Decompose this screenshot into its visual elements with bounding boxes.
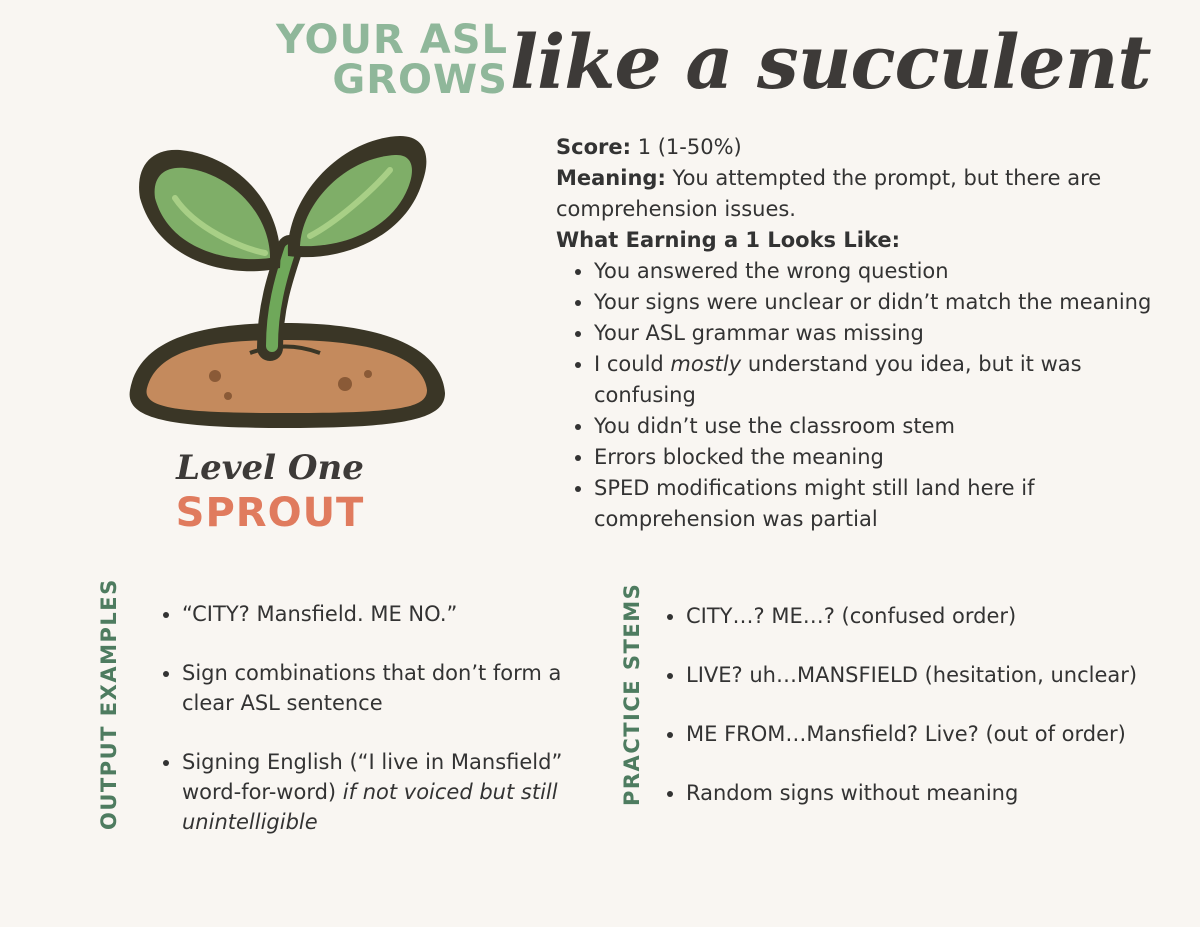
score-value: 1 (1-50%) [637,135,742,159]
list-item: • You didn’t use the classroom stem [594,411,1156,442]
list-item: • Sign combinations that don’t form a clear ASL sentence [182,658,602,718]
list-item [594,349,1156,411]
list-item: • ME FROM…Mansfield? Live? (out of order) [686,719,1186,749]
item-text-before: Signing English (“I live in Mansfield” word-for-word) [182,750,563,804]
title-line-1: YOUR ASL [275,17,508,63]
item-text-before: I could [594,352,671,376]
list-item: • SPED modifications might still land here if comprehension was partial [594,473,1156,535]
list-item: • Errors blocked the meaning [594,442,1156,473]
output-examples-list [156,599,602,866]
item-text-after: understand you idea, but it was confusing [594,352,1082,407]
sprout-illustration [120,128,450,448]
list-item: • Your signs were unclear or didn’t match the meaning [594,287,1156,318]
meaning-value: You attempted the prompt, but there are comprehension issues. [556,166,1102,221]
score-label: Score: [556,135,631,159]
looks-like-heading [556,225,1156,256]
item-text-emphasis: mostly [670,352,742,376]
list-item: • Your ASL grammar was missing [594,318,1156,349]
level-label: Level One [176,448,364,488]
list-item: • “CITY? Mansfield. ME NO.” [182,599,602,629]
list-item: • CITY…? ME…? (confused order) [686,601,1186,631]
practice-stems-label: PRACTICE STEMS [620,582,644,806]
looks-like-list [556,256,1156,535]
list-item [182,747,602,837]
title-prefix [268,17,508,103]
list-item: • You answered the wrong question [594,256,1156,287]
meaning-line [556,163,1156,225]
meaning-label: Meaning: [556,166,666,190]
item-text-emphasis: if not voiced but still unintelligible [182,780,558,834]
title-line-2: GROWS [332,57,508,103]
list-item: • LIVE? uh…MANSFIELD (hesitation, unclear) [686,660,1186,690]
list-item: • Random signs without meaning [686,778,1186,808]
output-examples-label: OUTPUT EXAMPLES [97,578,121,830]
score-block [556,132,1156,535]
level-name: SPROUT [175,490,365,536]
header [0,0,1200,120]
looks-like-label: What Earning a 1 Looks Like: [556,228,900,252]
title-script: like a succulent [510,20,1151,106]
practice-stems-list [660,601,1186,837]
score-line [556,132,1156,163]
